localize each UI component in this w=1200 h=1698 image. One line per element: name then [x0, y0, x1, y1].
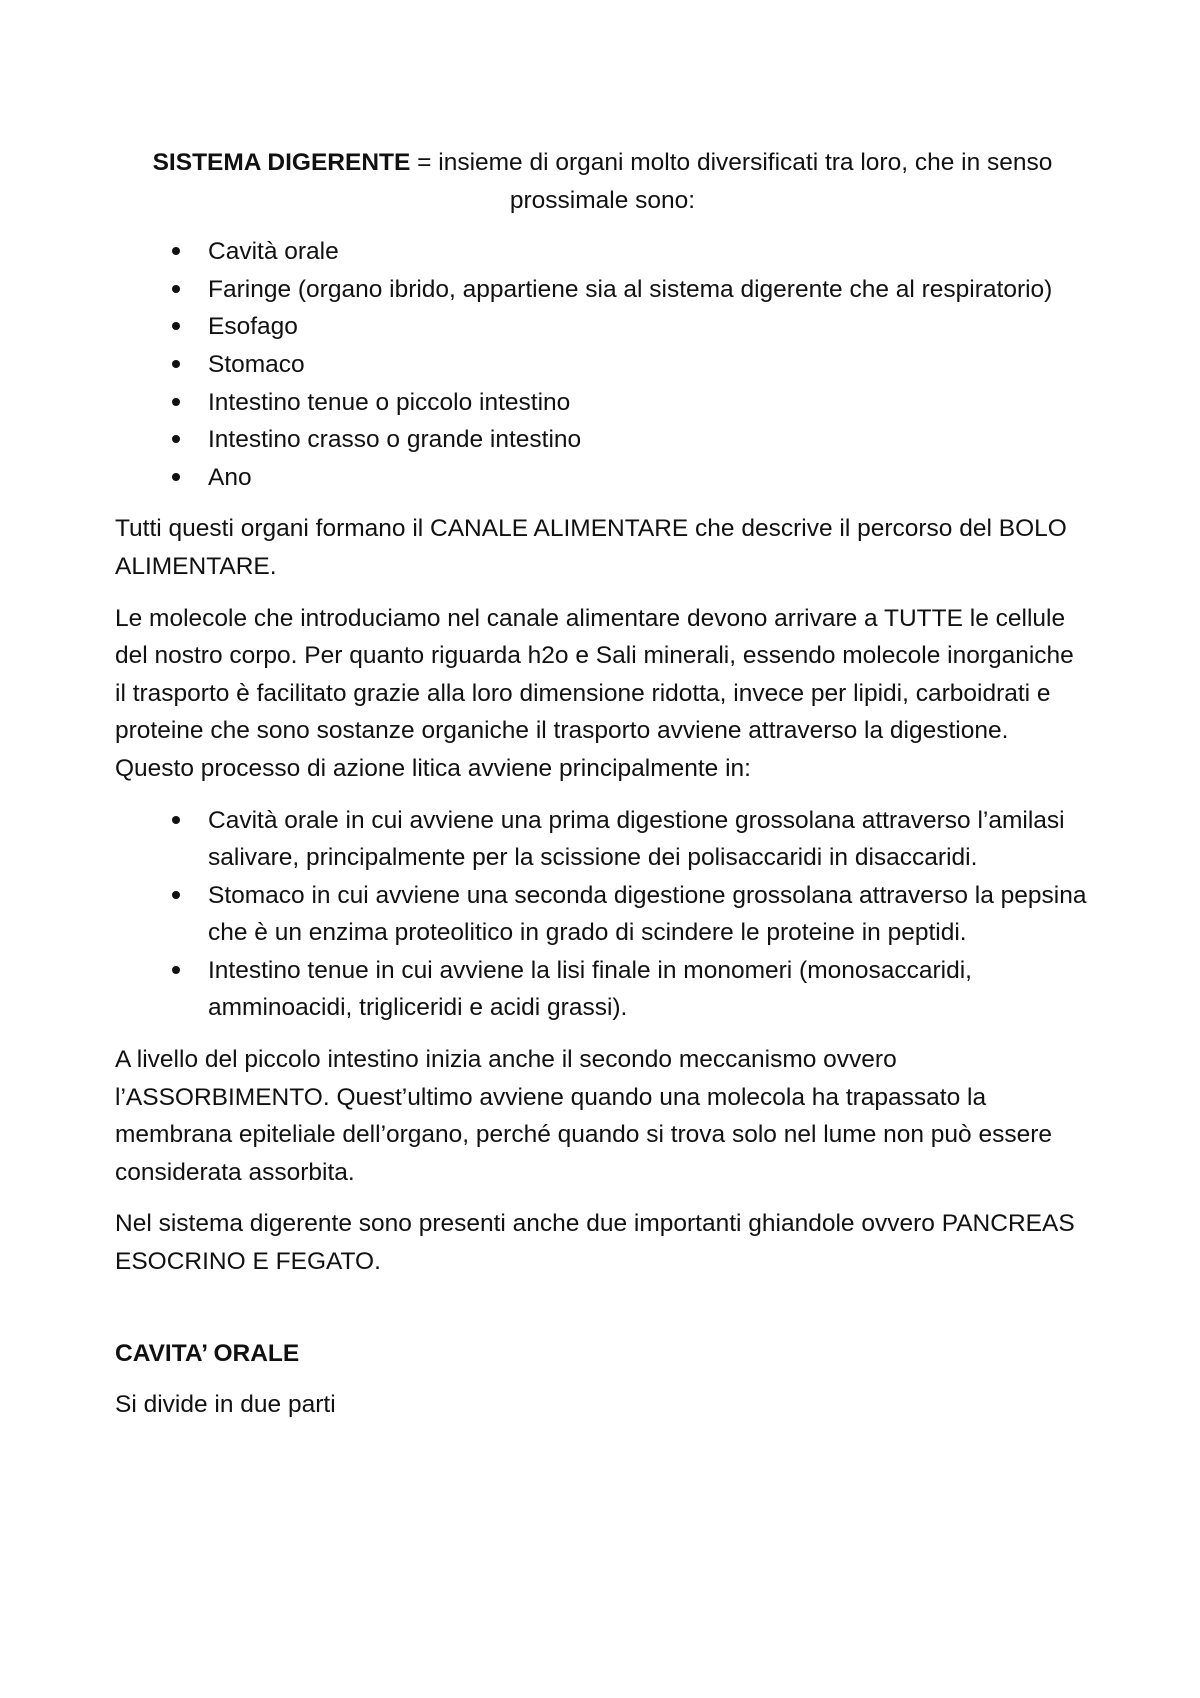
organs-list [115, 233, 1090, 496]
list-item: Cavità orale [208, 233, 1090, 271]
paragraph-canale: Tutti questi organi formano il CANALE ALIMENTARE che descrive il percorso del BOLO ALIMENTARE. [115, 515, 1067, 580]
document-body [115, 144, 1090, 1438]
list-item: Intestino crasso o grande intestino [208, 421, 1090, 459]
paragraph-ghiandole: Nel sistema digerente sono presenti anche due importanti ghiandole ovvero PANCREAS ESOCRINO E FEGATO. [115, 1210, 1075, 1276]
paragraph-molecole: Le molecole che introduciamo nel canale alimentare devono arrivare a TUTTE le cellule del nostro corpo. Per quanto riguarda h2o e Sali minerali, essendo molecole inorganiche il trasporto è facilitato grazie alla loro dimensione ridotta, invece per lipidi, carboidrati e proteine che sono sostanze organiche il trasporto avviene attraverso la digestione. Questo processo di azione litica avviene principalmente in: [115, 604, 1074, 782]
list-item: Stomaco [208, 346, 1090, 384]
section-text: Si divide in due parti [115, 1391, 336, 1419]
section-heading: CAVITA’ ORALE [115, 1339, 300, 1367]
list-item: Intestino tenue o piccolo intestino [208, 384, 1090, 422]
digestion-sites-list [115, 802, 1090, 1028]
list-item: Ano [208, 459, 1090, 497]
list-item: Esofago [208, 308, 1090, 346]
list-item: Stomaco in cui avviene una seconda digestione grossolana attraverso la pepsina che è un enzima proteolitico in grado di scindere le proteine in peptidi. [208, 877, 1090, 952]
document-title [115, 144, 1090, 219]
list-item: Cavità orale in cui avviene una prima digestione grossolana attraverso l’amilasi salivare, principalmente per la scissione dei polisaccaridi in disaccaridi. [208, 802, 1090, 877]
title-definition: = insieme di organi molto diversificati tra loro, che in senso prossimale sono: [410, 149, 1053, 214]
paragraph-assorbimento: A livello del piccolo intestino inizia anche il secondo meccanismo ovvero l’ASSORBIMENTO. Quest’ultimo avviene quando una molecola ha trapassato la membrana epiteliale dell’organo, perché quando si trova solo nel lume non può essere considerata assorbita. [115, 1046, 1053, 1186]
list-item: Faringe (organo ibrido, appartiene sia al sistema digerente che al respiratorio) [208, 271, 1090, 309]
list-item: Intestino tenue in cui avviene la lisi finale in monomeri (monosaccaridi, amminoacidi, trigliceridi e acidi grassi). [208, 952, 1090, 1027]
title-bold-term: SISTEMA DIGERENTE [152, 149, 411, 176]
